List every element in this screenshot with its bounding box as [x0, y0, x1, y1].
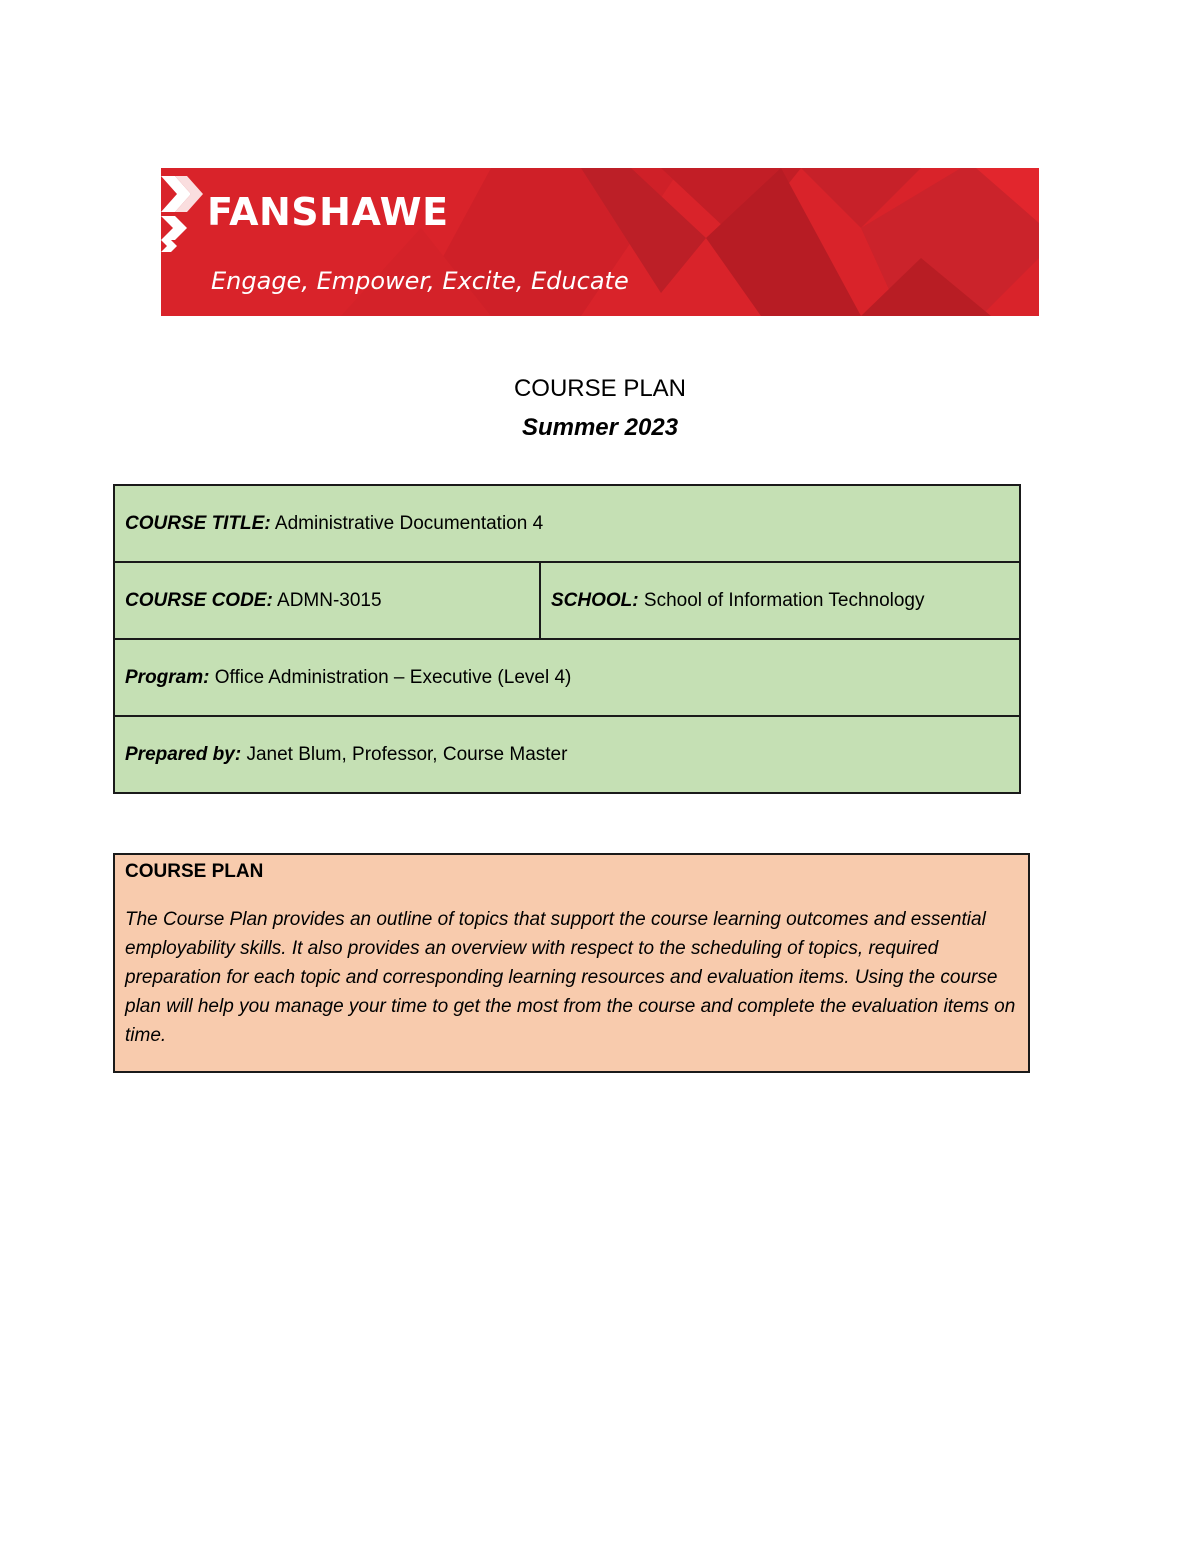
program-value: Office Administration – Executive (Level 4): [214, 666, 572, 688]
school-value: School of Information Technology: [643, 589, 925, 611]
brand-name: FANSHAWE: [207, 190, 449, 234]
course-plan-description: The Course Plan provides an outline of topics that support the course learning outcomes and essential employability skills. It also provides an overview with respect to the scheduling of topics, required preparation for each topic and corresponding learning resources and evaluation items. Using the course plan will help you manage your time to get the most from the course and complete the evaluation items on time.: [125, 909, 1016, 1046]
course-code-cell: [114, 562, 540, 639]
course-code-label: COURSE CODE:: [125, 589, 273, 611]
course-title-cell: [114, 485, 1020, 562]
program-cell: [114, 639, 1020, 716]
course-code-value: ADMN-3015: [277, 589, 382, 611]
school-label: SCHOOL:: [551, 589, 639, 611]
course-plan-heading: COURSE PLAN: [125, 861, 264, 882]
prepared-by-row: [114, 716, 1020, 793]
prepared-by-value: Janet Blum, Professor, Course Master: [246, 743, 568, 765]
brand-tagline: Engage, Empower, Excite, Educate: [211, 267, 629, 295]
prepared-by-label: Prepared by:: [125, 743, 242, 765]
course-code-row: [114, 562, 1020, 639]
school-cell: [540, 562, 1020, 639]
prepared-by-cell: [114, 716, 1020, 793]
program-label: Program:: [125, 666, 210, 688]
course-title-value: Administrative Documentation 4: [274, 512, 544, 534]
fanshawe-chevron-logo-icon: [161, 176, 205, 252]
program-row: [114, 639, 1020, 716]
document-title: COURSE PLAN: [513, 375, 687, 402]
header-banner: [161, 168, 1039, 316]
course-plan-box: [113, 853, 1030, 1073]
document-term: Summer 2023: [521, 414, 679, 441]
course-title-row: [114, 485, 1020, 562]
course-title-label: COURSE TITLE:: [125, 512, 271, 534]
course-info-table: [113, 484, 1021, 794]
